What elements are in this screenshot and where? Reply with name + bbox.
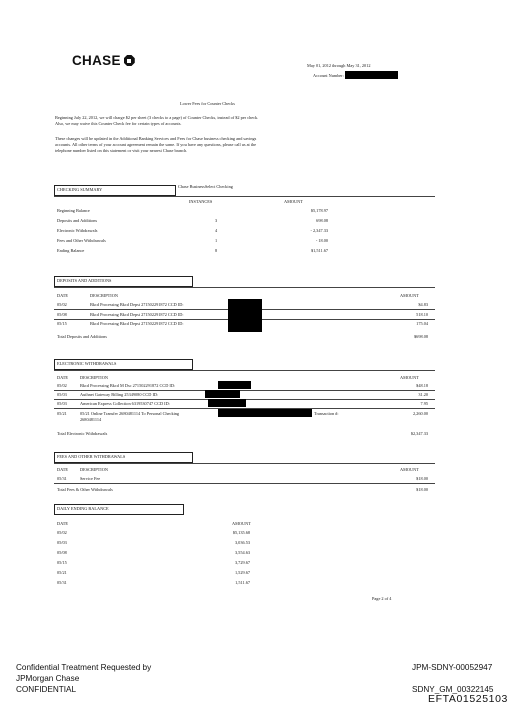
summary-label: Fees and Other Withdrawals: [57, 238, 106, 243]
fees-heading: FEES AND OTHER WITHDRAWALS: [57, 454, 126, 459]
summary-instances: 4: [215, 228, 218, 233]
col-date: DATE: [57, 293, 68, 298]
withdrawal-date: 05/03: [57, 401, 67, 406]
notice-text: Beginning July 22, 2012, we will charge $2 per sheet (3 checks to a page) of Counter Checks, instead of $2 per check.: [55, 115, 259, 120]
withdrawal-amount: 31.20: [418, 392, 428, 397]
redaction-account: [345, 71, 398, 79]
brand-name: CHASE: [72, 53, 121, 68]
footer-confidential-line2: JPMorgan Chase: [16, 674, 80, 683]
summary-instances: 3: [215, 218, 218, 223]
account-number-label: Account Number:: [313, 73, 344, 78]
withdrawal-description: 05/21 Online Transfer 2680481114 To Personal Checking: [80, 411, 180, 416]
withdrawal-description: Authnet Gateway Billing 25349080 CCD ID:: [80, 392, 159, 397]
redaction-ccd-id: [208, 399, 246, 407]
redaction-ccd-id: [205, 390, 240, 398]
balance-amount: 3,729.67: [234, 560, 250, 565]
col-description: DESCRIPTION: [80, 467, 108, 472]
col-amount: AMOUNT: [232, 521, 251, 526]
withdrawal-amount: 7.95: [420, 401, 428, 406]
deposit-description: Bkcd Processing Bkcd Depst 271502291872 CCD ID:: [90, 321, 184, 326]
col-instances: INSTANCES: [189, 199, 213, 204]
fee-date: 05/31: [57, 476, 67, 481]
summary-instances: 8: [215, 248, 218, 253]
balance-amount: 1,529.67: [234, 570, 250, 575]
balance-date: 05/31: [57, 580, 67, 585]
page-number: Page 2 of 4: [372, 596, 392, 601]
summary-amount: 698.08: [316, 218, 328, 223]
divider: [54, 196, 435, 197]
balance-amount: 3,036.53: [234, 540, 250, 545]
notice-title: Lower Fees for Counter Checks: [180, 101, 235, 106]
col-description: DESCRIPTION: [90, 293, 118, 298]
balance-date: 05/21: [57, 570, 67, 575]
divider: [54, 463, 435, 464]
withdrawals-heading: ELECTRONIC WITHDRAWALS: [57, 361, 117, 366]
footer-confidential-line1: Confidential Treatment Requested by: [16, 663, 152, 672]
statement-period: May 01, 2012 through May 31, 2012: [307, 63, 371, 68]
deposit-date: 05/02: [57, 302, 67, 307]
footer-confidential-line3: CONFIDENTIAL: [16, 685, 77, 694]
withdrawal-date: 05/02: [57, 383, 67, 388]
fee-description: Service Fee: [80, 476, 101, 481]
summary-amount: - 2,347.33: [310, 228, 328, 233]
col-amount: AMOUNT: [400, 293, 419, 298]
fee-amount: $18.00: [416, 476, 428, 481]
redaction-account: [218, 409, 312, 417]
checking-summary-heading: CHECKING SUMMARY: [57, 187, 103, 192]
deposit-amount: $4.83: [418, 302, 428, 307]
summary-amount: $5,178.97: [310, 208, 328, 213]
balance-date: 05/03: [57, 540, 67, 545]
bates-number-jpm: JPM-SDNY-00052947: [412, 663, 493, 672]
deposit-date: 05/08: [57, 312, 67, 317]
summary-label: Electronic Withdrawals: [57, 228, 98, 233]
balance-date: 05/15: [57, 560, 67, 565]
deposit-date: 05/15: [57, 321, 67, 326]
withdrawal-date: 05/21: [57, 411, 67, 416]
deposit-description: Bkcd Processing Bkcd Depst 271502291872 CCD ID:: [90, 312, 184, 317]
divider: [54, 390, 435, 391]
divider: [54, 483, 435, 484]
summary-label: Ending Balance: [57, 248, 85, 253]
chase-logo: [72, 53, 135, 68]
notice-text: Also, we may waive this Counter Check fee for certain types of accounts.: [55, 121, 182, 126]
balance-amount: 1,511.67: [235, 580, 250, 585]
balance-date: 05/02: [57, 530, 67, 535]
withdrawal-description: American Express Collection 6319530747 CCD ID:: [80, 401, 170, 406]
withdrawal-continuation: 2680481114: [80, 417, 102, 422]
daily-balance-heading: DAILY ENDING BALANCE: [57, 506, 109, 511]
deposit-amount: 175.04: [416, 321, 428, 326]
withdrawal-description: Bkcd Processing Bkcd M Dsc 271502291872 CCD ID:: [80, 383, 176, 388]
octagon-icon: [124, 55, 135, 66]
bates-number-sdny: SDNY_GM_00322145: [412, 685, 494, 694]
withdrawal-amount: $48.18: [416, 383, 428, 388]
redaction-ccd-id: [228, 299, 262, 332]
col-amount: AMOUNT: [400, 375, 419, 380]
summary-amount: - 18.00: [315, 238, 328, 243]
deposit-amount: 518.10: [416, 312, 428, 317]
col-date: DATE: [57, 521, 68, 526]
balance-amount: 3,554.63: [234, 550, 250, 555]
col-date: DATE: [57, 375, 68, 380]
withdrawal-amount: 2,260.00: [412, 411, 428, 416]
summary-instances: 1: [215, 238, 218, 243]
summary-label: Deposits and Additions: [57, 218, 98, 223]
summary-amount: $1,511.67: [310, 248, 328, 253]
divider: [54, 370, 435, 371]
fees-total-label: Total Fees & Other Withdrawals: [57, 487, 113, 492]
notice-text: These changes will be updated in the Additional Banking Services and Fees for Chase business checking and savings: [55, 136, 257, 141]
col-amount: AMOUNT: [400, 467, 419, 472]
deposits-total-amount: $698.08: [414, 334, 428, 339]
account-type: Chase BusinessSelect Checking: [178, 184, 233, 189]
balance-date: 05/08: [57, 550, 67, 555]
fees-total-amount: $18.00: [416, 487, 428, 492]
balance-amount: $5,135.68: [232, 530, 250, 535]
withdrawal-date: 05/03: [57, 392, 67, 397]
col-date: DATE: [57, 467, 68, 472]
redaction-ccd-id: [218, 381, 251, 389]
col-description: DESCRIPTION: [80, 375, 108, 380]
deposits-total-label: Total Deposits and Additions: [57, 334, 107, 339]
col-amount: AMOUNT: [284, 199, 303, 204]
deposit-description: Bkcd Processing Bkcd Depst 271502291872 CCD ID:: [90, 302, 184, 307]
withdrawals-total-amount: $2,347.33: [410, 431, 428, 436]
deposits-heading: DEPOSITS AND ADDITIONS: [57, 278, 112, 283]
efta-number: EFTA01525103: [428, 693, 508, 705]
divider: [54, 287, 435, 288]
summary-label: Beginning Balance: [57, 208, 90, 213]
notice-text: accounts. All other terms of your account agreement remain the same. If you have any questions, please call us at the: [55, 142, 257, 147]
transaction-label: Transaction #:: [314, 411, 339, 416]
notice-text: telephone number listed on this statement or visit your nearest Chase branch.: [55, 148, 188, 153]
withdrawals-total-label: Total Electronic Withdrawals: [57, 431, 108, 436]
